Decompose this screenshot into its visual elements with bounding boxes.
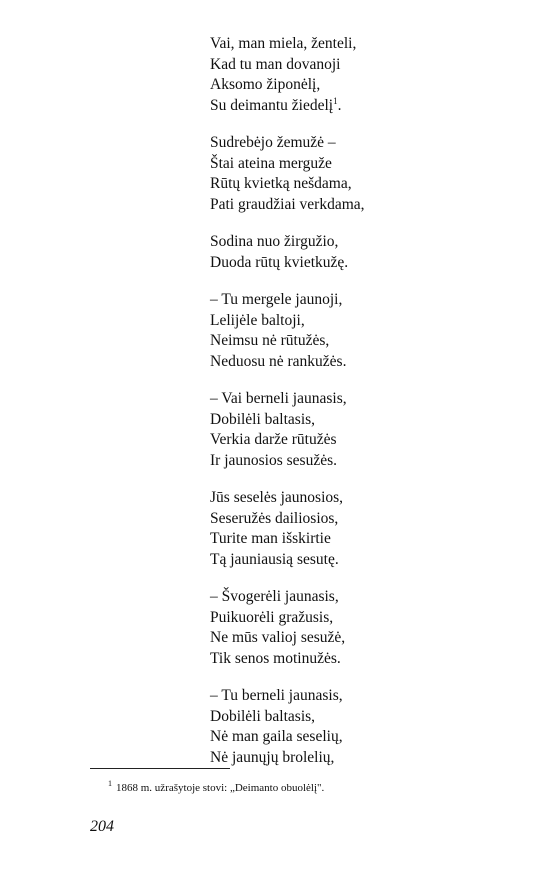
- stanza-1: [210, 34, 510, 116]
- footnote-number: 1: [108, 779, 112, 789]
- stanza-4: [210, 290, 510, 372]
- poem-line: Tą jauniausią sesutę.: [210, 550, 339, 568]
- stanza-6: [210, 488, 510, 570]
- poem-line: Dobilėli baltasis,: [210, 410, 316, 428]
- poem-line: Puikuorėli gražusis,: [210, 608, 334, 626]
- poem-line: – Vai berneli jaunasis,: [210, 390, 347, 407]
- footnote-divider: [90, 768, 230, 769]
- poem-line: Rūtų kvietką nešdama,: [210, 175, 352, 192]
- stanza-7: [210, 587, 510, 669]
- poem-line: Ir jaunosios sesužės.: [210, 451, 337, 469]
- poem-line: Neimsu nė rūtužės,: [210, 332, 330, 349]
- poem-line-with-footnote: Su deimantu žiedelį$^1$.: [210, 95, 342, 114]
- page-number: 204: [90, 818, 114, 835]
- poem: [210, 34, 510, 785]
- poem-line: Tik senos motinužės.: [210, 649, 341, 667]
- poem-line: – Švogerėli jaunasis,: [210, 588, 339, 605]
- poem-line: Sodina nuo žirgužio,: [210, 233, 339, 250]
- poem-line: Jūs seselės jaunosios,: [210, 489, 344, 506]
- poem-line: Vai, man miela, ženteli,: [210, 35, 357, 52]
- stanza-2: [210, 133, 510, 215]
- poem-line-text: Su deimantu žiedelį: [210, 96, 334, 114]
- poem-line: Nė jaunųjų brolelių,: [210, 748, 335, 766]
- poem-line: Štai ateina merguže: [210, 154, 332, 172]
- poem-line: Kad tu man dovanoji: [210, 55, 341, 73]
- footnote: [108, 779, 325, 794]
- footnote-reference: 1: [333, 95, 338, 106]
- poem-line: Seseružės dailiosios,: [210, 509, 339, 527]
- poem-line: Ne mūs valioj sesužė,: [210, 629, 346, 646]
- poem-line: Nė man gaila seselių,: [210, 728, 343, 745]
- poem-line: Duoda rūtų kvietkužę.: [210, 253, 349, 271]
- poem-line: – Tu mergele jaunoji,: [210, 291, 343, 308]
- poem-line: Pati graudžiai verkdama,: [210, 195, 365, 213]
- poem-line: – Tu berneli jaunasis,: [210, 687, 343, 704]
- poem-line: Turite man išskirtie: [210, 530, 331, 547]
- poem-line: Sudrebėjo žemužė –: [210, 134, 336, 151]
- poem-line: Verkia darže rūtužės: [210, 431, 337, 448]
- poem-line: Neduosu nė rankužės.: [210, 352, 347, 370]
- poem-line: Aksomo žiponėlį,: [210, 76, 321, 93]
- footnote-text: 1868 m. užrašytoje stovi: „Deimanto obuolėlį".: [116, 782, 325, 794]
- stanza-5: [210, 389, 510, 471]
- poem-line: Dobilėli baltasis,: [210, 707, 316, 725]
- stanza-3: [210, 232, 510, 273]
- stanza-8: [210, 686, 510, 768]
- poem-line: Lelijėle baltoji,: [210, 311, 305, 329]
